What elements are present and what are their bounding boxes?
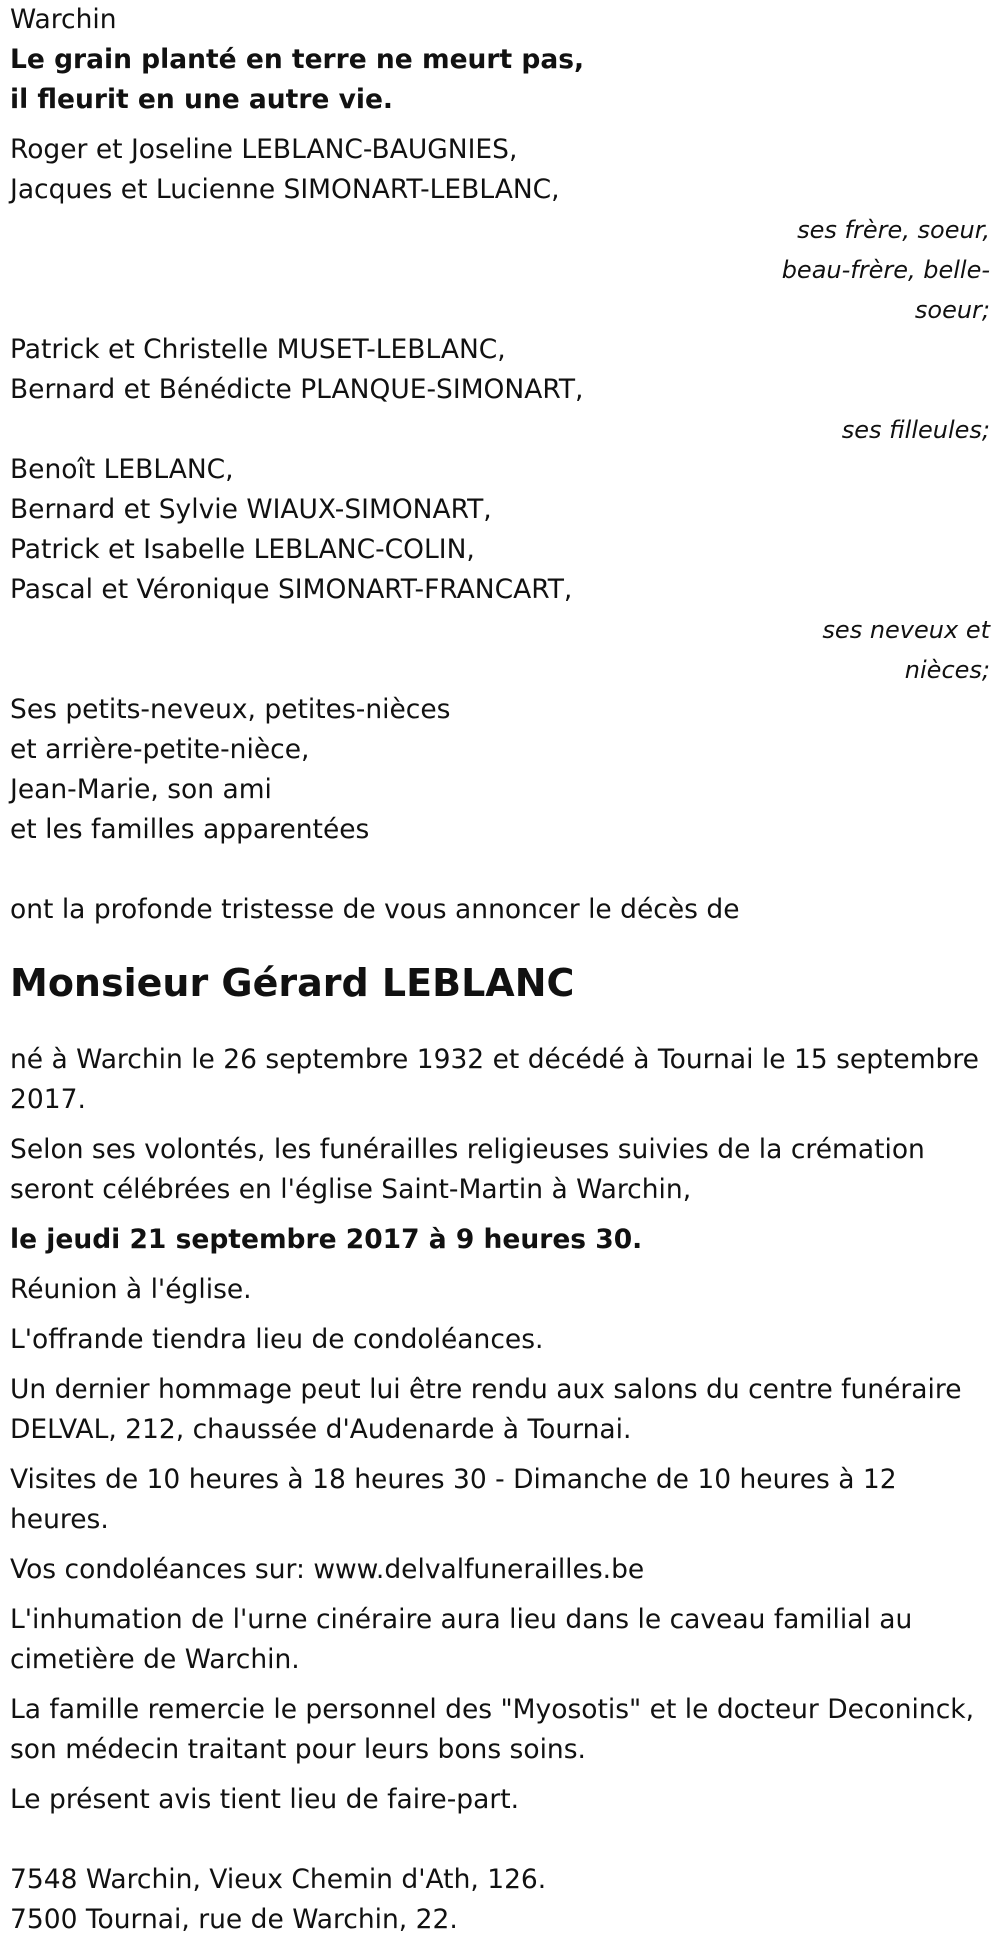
family-others	[10, 690, 995, 850]
quote-line-2: il fleurit en une autre vie.	[10, 84, 393, 115]
relation-label	[10, 410, 995, 450]
ceremony-text: Selon ses volontés, les funérailles religieuses suivies de la crémation seront célébrées en l'église Saint-Martin à Warchin,	[10, 1134, 925, 1205]
relation-line: beau-frère, belle-	[781, 256, 990, 284]
relation-line: nièces;	[904, 656, 990, 684]
family-name: Pascal et Véronique SIMONART-FRANCART,	[10, 574, 573, 605]
relation-line: ses filleules;	[841, 416, 990, 444]
family-name: Benoît LEBLANC,	[10, 454, 234, 485]
thanks-text: La famille remercie le personnel des "Myosotis" et le docteur Deconinck, son médecin traitant pour leurs bons soins.	[10, 1694, 975, 1765]
relation-line: ses frère, soeur,	[797, 216, 990, 244]
address-line: 7500 Tournai, rue de Warchin, 22.	[10, 1904, 458, 1935]
deceased-name: Monsieur Gérard LEBLANC	[10, 961, 575, 1005]
meeting-text: Réunion à l'église.	[10, 1274, 252, 1305]
tribute-text: Un dernier hommage peut lui être rendu aux salons du centre funéraire DELVAL, 212, chaussée d'Audenarde à Tournai.	[10, 1374, 962, 1445]
family-name: Bernard et Bénédicte PLANQUE-SIMONART,	[10, 374, 584, 405]
family-group-goddaughters	[10, 330, 995, 450]
quote-line-1: Le grain planté en terre ne meurt pas,	[10, 44, 585, 75]
family-group-siblings	[10, 130, 995, 330]
family-other-line: Jean-Marie, son ami	[10, 774, 272, 805]
family-name: Jacques et Lucienne SIMONART-LEBLANC,	[10, 174, 560, 205]
family-name: Patrick et Isabelle LEBLANC-COLIN,	[10, 534, 475, 565]
offering-text: L'offrande tiendra lieu de condoléances.	[10, 1324, 544, 1355]
family-other-line: et les familles apparentées	[10, 814, 370, 845]
family-name: Roger et Joseline LEBLANC-BAUGNIES,	[10, 134, 518, 165]
family-other-line: et arrière-petite-nièce,	[10, 734, 310, 765]
notice-text: Le présent avis tient lieu de faire-part.	[10, 1784, 520, 1815]
relation-line: soeur;	[914, 296, 990, 324]
family-group-nephews	[10, 450, 995, 690]
family-other-line: Ses petits-neveux, petites-nièces	[10, 694, 451, 725]
announcement: ont la profonde tristesse de vous annoncer le décès de	[10, 894, 740, 925]
birth-death-text: né à Warchin le 26 septembre 1932 et décédé à Tournai le 15 septembre 2017.	[10, 1044, 979, 1115]
obituary-content	[10, 0, 995, 1940]
ceremony-date: le jeudi 21 septembre 2017 à 9 heures 30.	[10, 1224, 643, 1255]
family-name: Patrick et Christelle MUSET-LEBLANC,	[10, 334, 506, 365]
address-line: 7548 Warchin, Vieux Chemin d'Ath, 126.	[10, 1864, 547, 1895]
relation-label	[10, 210, 995, 330]
family-name: Bernard et Sylvie WIAUX-SIMONART,	[10, 494, 492, 525]
place-header: Warchin	[10, 4, 117, 35]
burial-text: L'inhumation de l'urne cinéraire aura lieu dans le caveau familial au cimetière de Warchin.	[10, 1604, 913, 1675]
visits-text: Visites de 10 heures à 18 heures 30 - Dimanche de 10 heures à 12 heures.	[10, 1464, 897, 1535]
condolences-text: Vos condoléances sur: www.delvalfunerailles.be	[10, 1554, 645, 1585]
relation-line: ses neveux et	[822, 616, 990, 644]
relation-label	[10, 610, 995, 690]
